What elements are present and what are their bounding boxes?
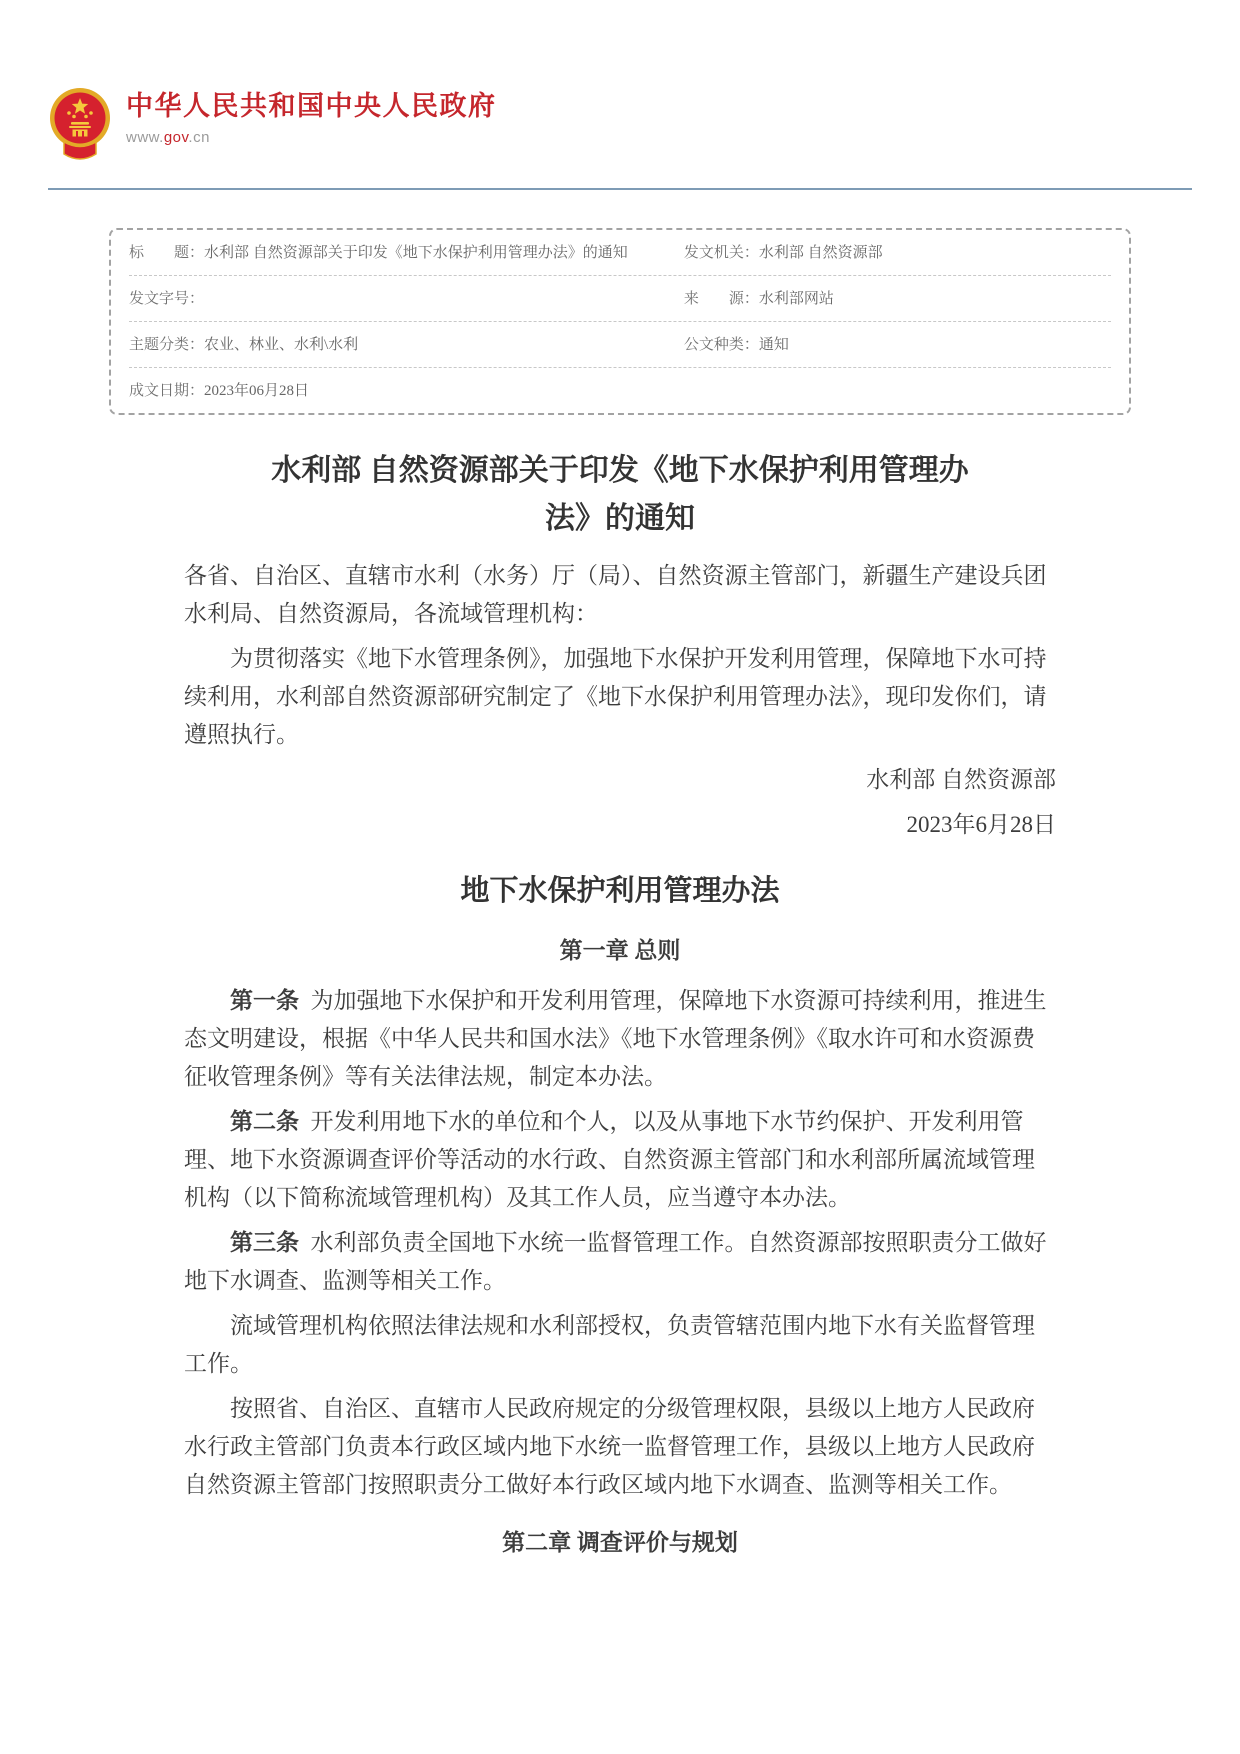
- site-title-block: [126, 86, 497, 146]
- url-www: www.: [126, 128, 164, 146]
- meta-issuing-agency-cell: [684, 244, 1111, 262]
- article-2-text: 开发利用地下水的单位和个人，以及从事地下水节约保护、开发利用管理、地下水资源调查评价等活动的水行政、自然资源主管部门和水利部所属流域管理机构（以下简称流域管理机构）及其工作人员，应当遵守本办法。: [184, 1109, 1035, 1210]
- meta-docnumber-label: 发文字号：: [129, 291, 205, 307]
- intro-paragraph: 为贯彻落实《地下水管理条例》，加强地下水保护开发利用管理，保障地下水可持续利用，水利部自然资源部研究制定了《地下水保护利用管理办法》，现印发你们，请遵照执行。: [184, 646, 1047, 747]
- meta-source-cell: [684, 290, 1111, 308]
- article-1-paragraph: [184, 982, 1056, 1096]
- article-1-number: 第一条: [230, 988, 299, 1013]
- meta-date-value: 2023年06月28日: [204, 383, 310, 399]
- meta-source-value: 水利部网站: [758, 291, 834, 307]
- url-cn: .cn: [188, 128, 210, 146]
- meta-source-label: 来 源：: [683, 291, 759, 307]
- meta-doctype-value: 通知: [758, 337, 789, 353]
- signature-org: 水利部 自然资源部: [866, 767, 1056, 792]
- meta-category-value: 农业、林业、水利\水利: [204, 337, 359, 353]
- meta-category-cell: [129, 336, 684, 354]
- site-header: [0, 0, 1240, 162]
- article-2-number: 第二条: [230, 1109, 299, 1134]
- document-body: [184, 447, 1056, 1562]
- meta-row-title: [129, 230, 1111, 276]
- article-3-paragraph: [184, 1224, 1056, 1300]
- article-3-number: 第三条: [230, 1230, 299, 1255]
- regulation-title: 地下水保护利用管理办法: [460, 875, 780, 907]
- salutation-paragraph: 各省、自治区、直辖市水利（水务）厅（局）、自然资源主管部门，新疆生产建设兵团水利局、自然资源局，各流域管理机构：: [184, 563, 1047, 626]
- meta-category-label: 主题分类：: [129, 337, 205, 353]
- meta-row-date: [129, 368, 1111, 413]
- meta-row-category: [129, 322, 1111, 368]
- url-gov: gov: [163, 128, 189, 146]
- basin-authority-paragraph: 流域管理机构依照法律法规和水利部授权，负责管辖范围内地下水有关监督管理工作。: [184, 1313, 1035, 1376]
- meta-title-label: 标 题：: [129, 245, 205, 261]
- meta-issuing-agency-value: 水利部 自然资源部: [758, 245, 883, 261]
- header-divider: [48, 188, 1192, 190]
- meta-docnumber-cell: [129, 290, 684, 308]
- site-url[interactable]: [126, 129, 497, 146]
- meta-date-cell: [129, 382, 684, 400]
- article-2-paragraph: [184, 1103, 1056, 1217]
- national-emblem-icon[interactable]: [48, 86, 112, 162]
- document-meta-box: [109, 228, 1131, 415]
- meta-date-label: 成文日期：: [129, 383, 205, 399]
- meta-doctype-cell: [684, 336, 1111, 354]
- local-authority-paragraph: 按照省、自治区、直辖市人民政府规定的分级管理权限，县级以上地方人民政府水行政主管部门负责本行政区域内地下水统一监督管理工作，县级以上地方人民政府自然资源主管部门按照职责分工做好本行政区域内地下水调查、监测等相关工作。: [184, 1396, 1035, 1497]
- meta-doctype-label: 公文种类：: [683, 337, 759, 353]
- meta-empty-cell: [684, 382, 1111, 400]
- article-3-text: 水利部负责全国地下水统一监督管理工作。自然资源部按照职责分工做好地下水调查、监测等相关工作。: [184, 1230, 1047, 1293]
- site-title[interactable]: 中华人民共和国中央人民政府: [126, 91, 497, 121]
- article-1-text: 为加强地下水保护和开发利用管理，保障地下水资源可持续利用，推进生态文明建设，根据《中华人民共和国水法》《地下水管理条例》《取水许可和水资源费征收管理条例》等有关法律法规，制定本办法。: [184, 988, 1047, 1089]
- chapter-1-heading: 第一章 总则: [559, 938, 681, 963]
- signature-date: 2023年6月28日: [906, 812, 1056, 837]
- meta-row-docnumber: [129, 276, 1111, 322]
- document-title: 水利部 自然资源部关于印发《地下水保护利用管理办法》的通知: [271, 454, 969, 535]
- meta-title-cell: [129, 244, 684, 262]
- meta-issuing-agency-label: 发文机关：: [683, 245, 759, 261]
- chapter-2-heading: 第二章 调查评价与规划: [502, 1530, 738, 1555]
- meta-title-value: 水利部 自然资源部关于印发《地下水保护利用管理办法》的通知: [204, 245, 628, 261]
